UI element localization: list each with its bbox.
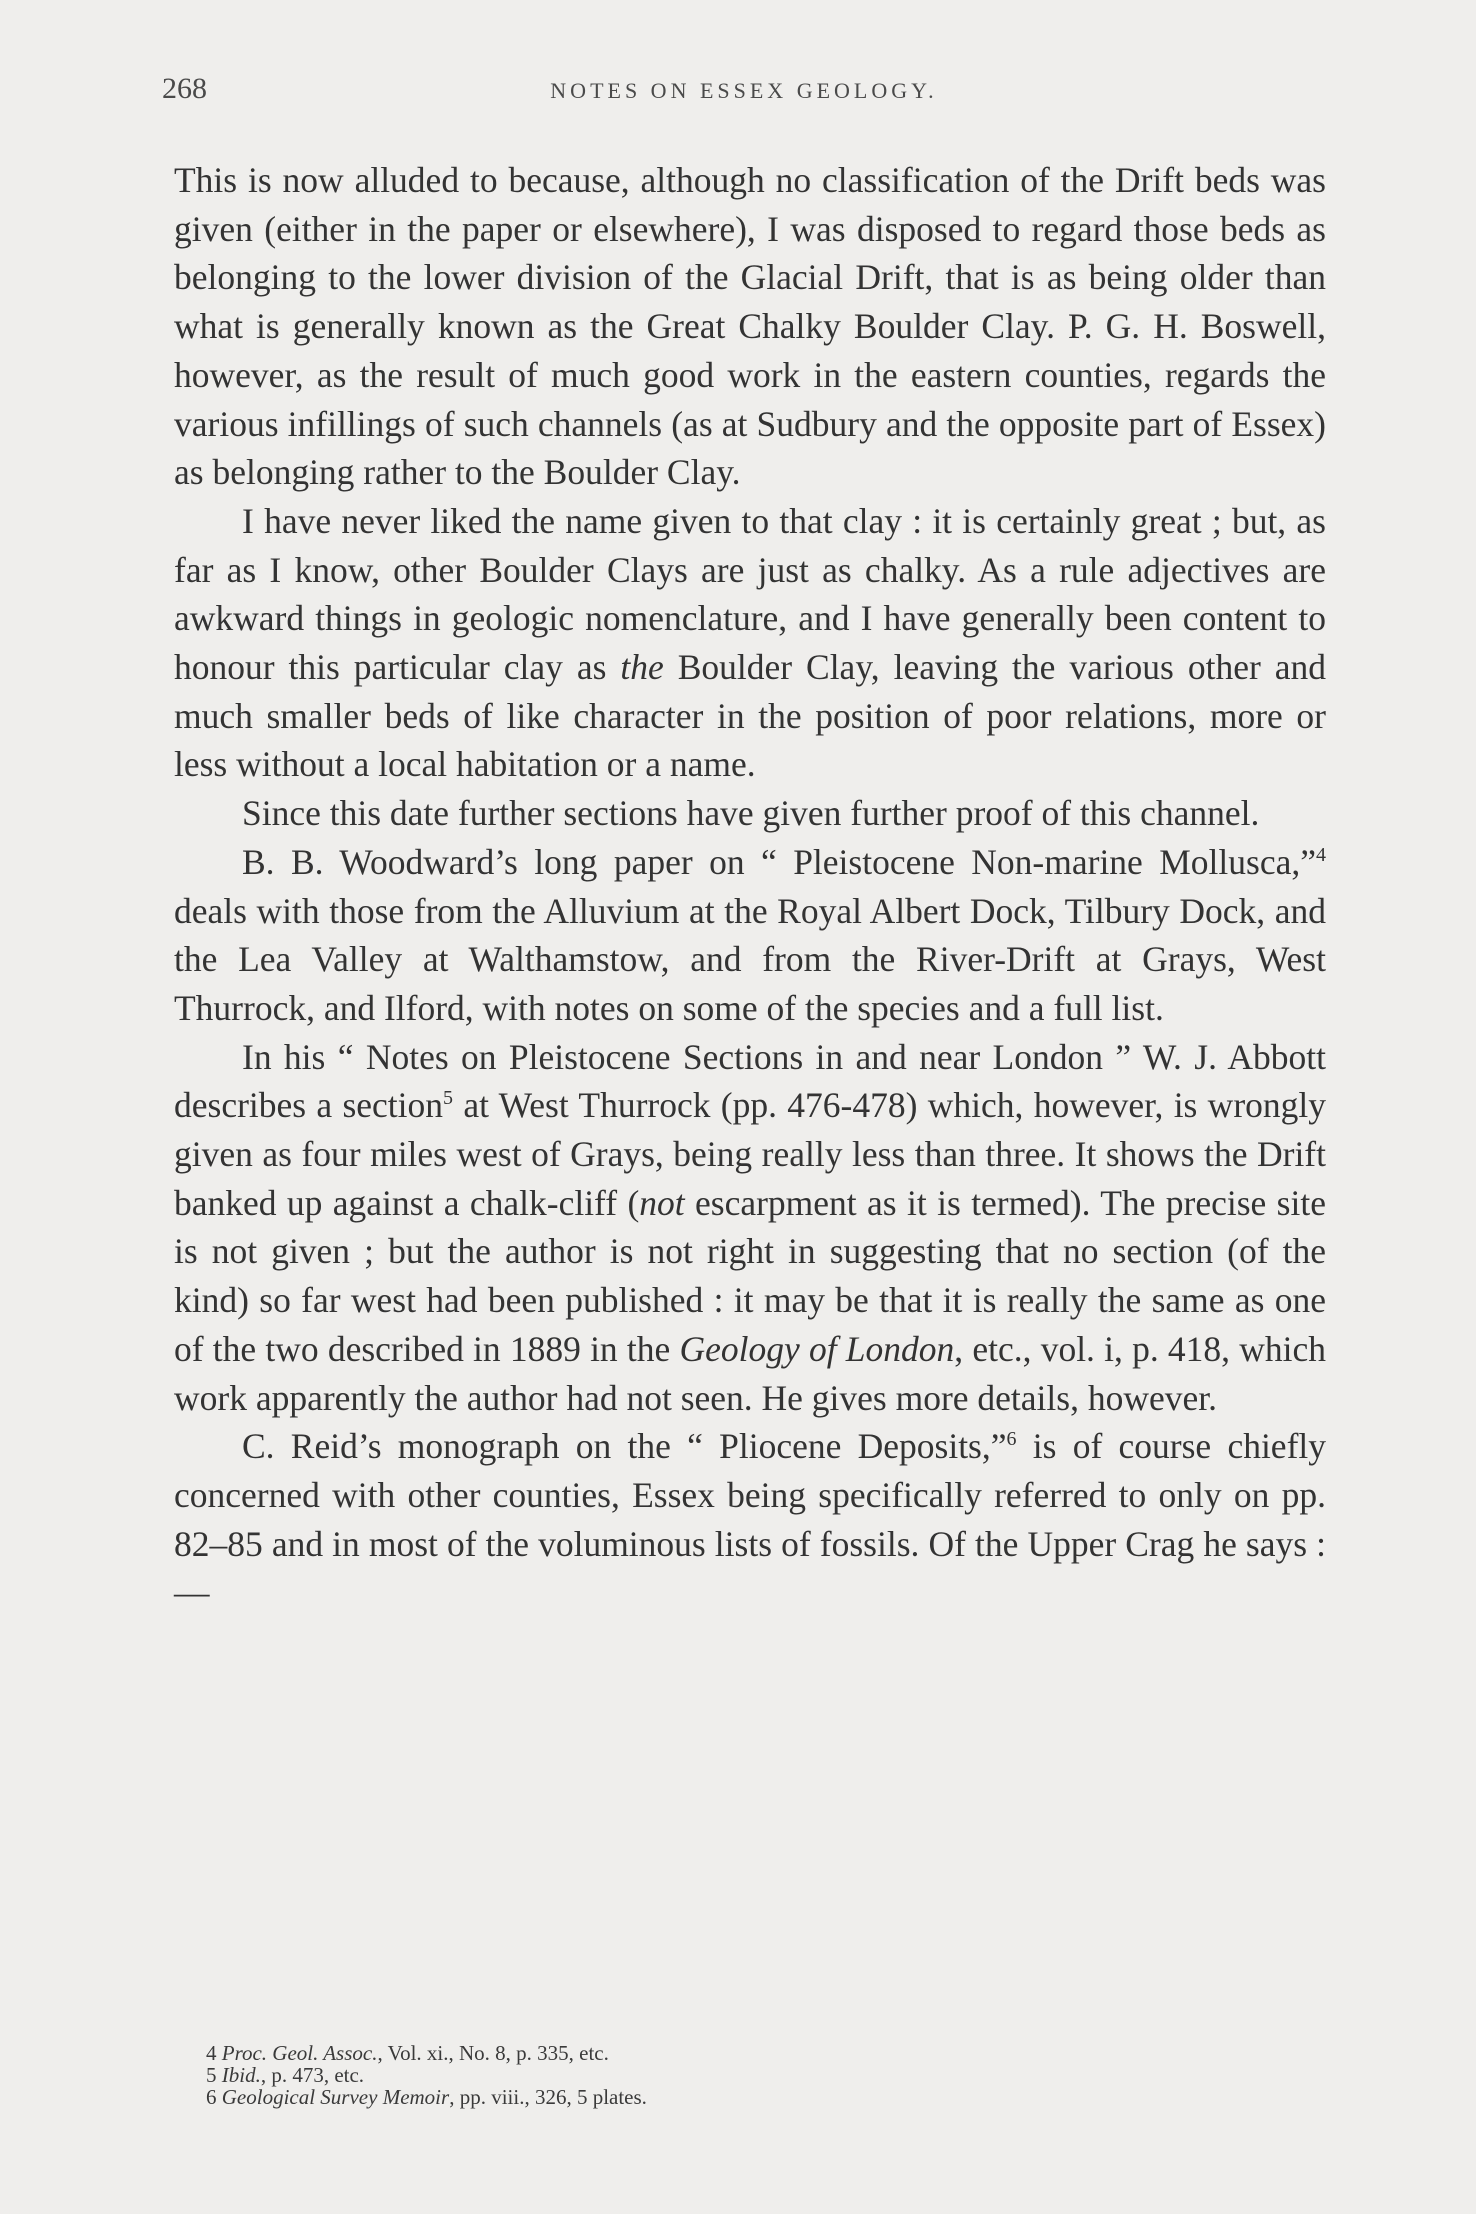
- text-run: , pp. viii., 326, 5 plates.: [449, 2085, 647, 2109]
- text-run: , Vol. xi., No. 8, p. 335, etc.: [377, 2041, 609, 2065]
- running-head: [162, 72, 1326, 112]
- footnotes: [206, 2042, 1206, 2108]
- running-title: NOTES ON ESSEX GEOLOGY.: [550, 78, 938, 103]
- italic-text: the: [620, 647, 664, 688]
- italic-text: Ibid.: [221, 2063, 261, 2087]
- text-run: at West Thurrock (pp. 476-478) which, however, is wrongly given as four miles west of Grays, being really less than three. It shows the Drift banked up against a chalk-cliff (: [174, 1085, 1326, 1223]
- paragraph: [174, 497, 1326, 789]
- text-run: , p. 473, etc.: [260, 2063, 365, 2087]
- footnote: [206, 2064, 1206, 2086]
- text-run: B. B. Woodward’s long paper on “ Pleistocene Non-marine Mollusca,”: [242, 841, 1316, 882]
- text-run: escarpment as it is termed). The precise site is not given ; but the author is not right in suggesting that no section (of the kind) so far west had been published : it may be that it is really the same as one of the two described in 1889 in the: [174, 1182, 1326, 1369]
- text-run: In his “ Notes on Pleistocene Sections in and near London ” W. J. Abbott describes a section: [174, 1036, 1326, 1126]
- paragraph: [174, 1033, 1326, 1423]
- text-run: deals with those from the Alluvium at the Royal Albert Dock, Tilbury Dock, and the Lea Valley at Walthamstow, and from the River-Drift at Grays, West Thurrock, and Ilford, with notes on some of the species and a full list.: [174, 890, 1326, 1028]
- italic-text: not: [639, 1182, 685, 1223]
- text-run: Boulder Clay, leaving the various other and much smaller beds of like character in the position of poor relations, more or less without a local habitation or a name.: [174, 647, 1326, 785]
- paragraph: [174, 156, 1326, 497]
- text-run: , etc., vol. i, p. 418, which work apparently the author had not seen. He gives more details, however.: [174, 1328, 1327, 1418]
- footnote: [206, 2042, 1206, 2064]
- text-run: I have never liked the name given to that clay : it is certainly great ; but, as far as I know, other Boulder Clays are just as chalky. As a rule adjectives are awkward things in geologic nomenclature, and I have generally been content to honour this particular clay as: [174, 500, 1326, 688]
- footnote-ref: 6: [1006, 1428, 1017, 1451]
- text-run: 6: [206, 2085, 222, 2109]
- footnote-ref: 4: [1316, 844, 1326, 867]
- body-text: [174, 156, 1326, 1617]
- footnote-ref: 5: [443, 1087, 454, 1110]
- italic-text: Proc. Geol. Assoc.: [221, 2041, 378, 2065]
- italic-text: Geology of London: [679, 1328, 955, 1369]
- paragraph: [174, 1422, 1326, 1617]
- paragraph: [174, 789, 1326, 838]
- text-run: This is now alluded to because, although no classification of the Drift beds was given (either in the paper or elsewhere), I was disposed to regard those beds as belonging to the lower division of the Glacial Drift, that is as being older than what is generally known as the Great Chalky Boulder Clay. P. G. H. Boswell, however, as the result of much good work in the eastern counties, regards the various infillings of such channels (as at Sudbury and the opposite part of Essex) as belonging rather to the Boulder Clay.: [174, 160, 1326, 493]
- text-run: Since this date further sections have given further proof of this channel.: [242, 793, 1260, 834]
- page-number: 268: [162, 72, 207, 105]
- text-run: 5: [206, 2063, 222, 2087]
- text-run: C. Reid’s monograph on the “ Pliocene Deposits,”: [242, 1426, 1007, 1467]
- text-run: is of course chiefly concerned with other counties, Essex being specifically referred to only on pp. 82–85 and in most of the voluminous lists of fossils. Of the Upper Crag he says :—: [174, 1426, 1326, 1613]
- text-run: 4: [206, 2041, 222, 2065]
- footnote: [206, 2086, 1206, 2108]
- paragraph: [174, 838, 1326, 1033]
- italic-text: Geological Survey Memoir: [221, 2085, 450, 2109]
